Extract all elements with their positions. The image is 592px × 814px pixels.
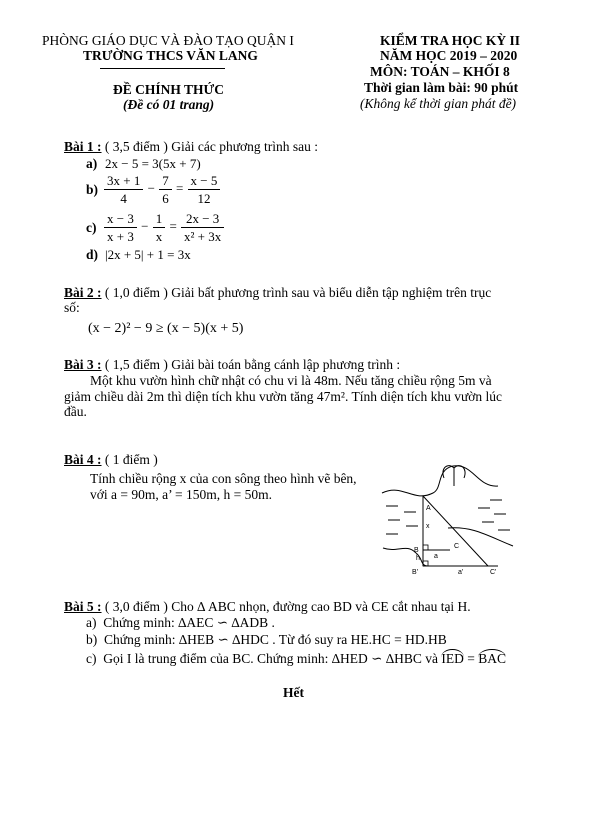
- page-count-note: (Đề có 01 trang): [123, 97, 215, 112]
- bai1-b-num1: 3x + 1: [104, 173, 143, 190]
- bai1-c-equation: [103, 211, 225, 244]
- bai5-c-text: Gọi I là trung điểm của BC. Chứng minh: ∆HED ∽ ∆HBC và: [103, 651, 442, 666]
- bai5-c: [86, 651, 506, 667]
- bai5-c-arc2: BAC: [478, 651, 507, 666]
- bai1-c-op1: −: [141, 218, 149, 234]
- school-dept: PHÒNG GIÁO DỤC VÀ ĐÀO TẠO QUẬN I: [42, 33, 294, 48]
- bai5-a-text: Chứng minh: ∆AEC ∽ ∆ADB .: [103, 615, 275, 630]
- bai2-inequality: (x − 2)² − 9 ≥ (x − 5)(x + 5): [88, 321, 244, 336]
- fig-label-a: a: [434, 553, 438, 560]
- bai1-b-equals: =: [175, 180, 184, 196]
- end-marker: Hết: [283, 685, 304, 700]
- bai5-a: [86, 615, 275, 631]
- fig-label-Cp: C': [490, 569, 497, 576]
- fig-label-Bp: B': [412, 569, 419, 576]
- fig-label-C: C: [454, 543, 460, 550]
- bai1-c-den3: x² + 3x: [184, 229, 222, 244]
- bai1-b-den3: 12: [197, 191, 211, 206]
- bai2-text: ( 1,0 điểm ) Giải bất phương trình sau và biểu diễn tập nghiệm trên trục: [101, 285, 492, 300]
- fig-label-B: B: [414, 547, 419, 554]
- bai4-heading: [64, 452, 158, 468]
- bai1-c-den2: x: [155, 229, 163, 244]
- bai4-text: ( 1 điểm ): [101, 452, 158, 467]
- bai5-label: Bài 5 :: [64, 599, 102, 614]
- bai4-para-line2: với a = 90m, a’ = 150m, h = 50m.: [90, 487, 272, 502]
- bai1-d-equation: |2x + 5| + 1 = 3x: [105, 247, 191, 262]
- fig-label-x: x: [426, 523, 430, 530]
- bai1-b-num3: x − 5: [188, 173, 221, 190]
- exam-title: KIỂM TRA HỌC KỲ II: [380, 33, 521, 48]
- bai3-para-line2: giảm chiều dài 2m thì diện tích khu vườn tăng 47m². Tính diện tích khu vườn lúc: [64, 389, 503, 404]
- fig-label-A: A: [426, 505, 431, 512]
- bai1-b-equation: [103, 173, 221, 206]
- fig-label-ap: a': [458, 569, 464, 576]
- bai4-para-line1: Tính chiều rộng x của con sông theo hình vẽ bên,: [90, 471, 357, 486]
- official-label: ĐỀ CHÍNH THỨC: [113, 82, 225, 97]
- bai1-c-label: c): [86, 220, 97, 235]
- bai1-c-num3: 2x − 3: [181, 211, 224, 228]
- bai1-a-equation: 2x − 5 = 3(5x + 7): [105, 156, 201, 171]
- bai3-label: Bài 3 :: [64, 357, 102, 372]
- bai5-text: ( 3,0 điểm ) Cho ∆ ABC nhọn, đường cao BD và CE cắt nhau tại H.: [101, 599, 471, 614]
- bai5-c-equals: =: [463, 651, 479, 666]
- school-name: TRƯỜNG THCS VĂN LANG: [83, 48, 258, 63]
- bai1-c-den1: x + 3: [107, 229, 134, 244]
- bai1-label: Bài 1 :: [64, 139, 102, 154]
- fig-label-h: h: [416, 555, 420, 562]
- duration: Thời gian làm bài: 90 phút: [364, 80, 519, 95]
- bai3-para-line3: đầu.: [64, 404, 87, 419]
- bai1-b-num2: 7: [159, 173, 172, 190]
- river-figure: [378, 458, 528, 576]
- bai1-c-num2: 1: [153, 211, 166, 228]
- bai5-c-label: c): [86, 651, 97, 666]
- subject: MÔN: TOÁN – KHỐI 8: [370, 64, 510, 79]
- bai1-heading: [64, 139, 318, 155]
- bai5-heading: [64, 599, 471, 615]
- bai3-text: ( 1,5 điểm ) Giải bài toán bằng cánh lập phương trình :: [101, 357, 401, 372]
- bai1-b-den1: 4: [120, 191, 127, 206]
- bai4-label: Bài 4 :: [64, 452, 102, 467]
- bai1-c-equals: =: [169, 218, 177, 234]
- bai2-label: Bài 2 :: [64, 285, 102, 300]
- bai5-b: [86, 632, 447, 648]
- bai5-c-arc1: IED: [441, 651, 464, 666]
- bai1-b-label: b): [86, 182, 99, 197]
- bai1-d-label: d): [86, 247, 99, 262]
- school-year: NĂM HỌC 2019 – 2020: [380, 48, 518, 63]
- bai3-heading: [64, 357, 400, 373]
- bai1-b-op1: −: [147, 180, 155, 196]
- bai5-b-text: Chứng minh: ∆HEB ∽ ∆HDC . Từ đó suy ra HE.HC = HD.HB: [104, 632, 447, 647]
- bai2-text-cont: số:: [64, 300, 80, 315]
- duration-note: (Không kể thời gian phát đề): [360, 96, 517, 111]
- bai3-para-line1: Một khu vườn hình chữ nhật có chu vi là 48m. Nếu tăng chiều rộng 5m và: [90, 373, 492, 388]
- bai1-text: ( 3,5 điểm ) Giải các phương trình sau :: [101, 139, 319, 154]
- bai5-b-label: b): [86, 632, 98, 647]
- bai2-heading: [64, 285, 491, 301]
- bai5-a-label: a): [86, 615, 97, 630]
- bai1-c-num1: x − 3: [104, 211, 137, 228]
- bai1-b-den2: 6: [162, 191, 169, 206]
- bai1-a-label: a): [86, 156, 98, 171]
- header-divider: [100, 68, 225, 69]
